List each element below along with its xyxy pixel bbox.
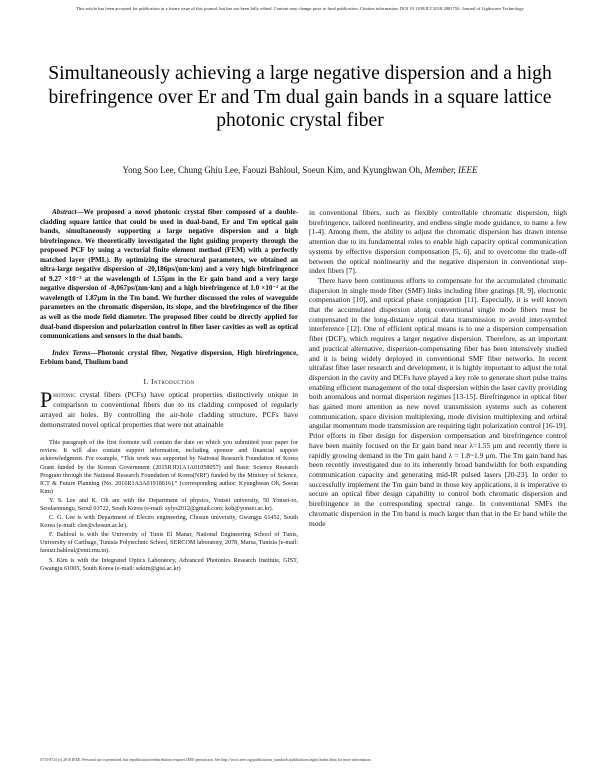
body-paragraph: in conventional fibers, such as flexibly controllable chromatic dispersion, high birefringence, tailored nonlinearity, and endless single mode guidance, to name a few [1-4]. Among them, the ability to adjust the chromatic dispersion has drawn intense attention due to its fundamental roles to enable high capacity optical communication systems by effective dispersion compensation [5, 6], and to overcome the trade-off between the optical nonlinearity and the negative dispersion in conventional step-index fibers [7]. (309, 208, 567, 276)
drop-cap: P (40, 387, 53, 413)
abstract-label: Abstract (52, 208, 77, 216)
footnote: F. Bahloul is with the University of Tunis El Manar, National Engineering School of Tunis, University of Carthage, Tunisia Polytechnic School, SERCOM laboratory, 2078, Marsa, Tunisia (e-mail: faouzi.bahloul@enit.rnu.tn). (40, 532, 298, 555)
abstract (40, 208, 298, 342)
body-paragraph: There have been continuous efforts to compensate for the accumulated chromatic dispersion in single mode fiber (SMF) links including fiber gratings [8, 9], electronic compensation [10], and optical phase conjugation [11]. Especially, it is well known that the accumulated dispersion along conventional single mode fibers must be compensated in the long-distance optical data transmission to avoid inter-symbol interference [12]. One of efficient optical means is to use a dispersion compensation fiber (DCF), which requires a larger negative dispersion. Therefore, as an important and practical alternative, dispersion-compensating fiber has been intensively studied and it is being widely deployed in conventional SMF fiber networks. In recent ultrafast fiber laser research and development, it is highly important to adjust the total dispersion in the cavity and DCFs have played a key role to generate short pulse trains enabling efficient management of the total dispersion within the laser cavity providing both anomalous and normal dispersion regimes [13-15]. Birefringence in optical fiber has gained more attention as new novel transmission systems such as coherent communication, space division multiplexing, mode division multiplexing and orbital angular momentum mode transmission are requiring tight polarization control [16-19]. Prior efforts in fiber design for dispersion compensation and birefringence control have been mainly focused on the Er gain band near λ=1.55 μm and recently there is rapidly growing demand in the Tm gain band λ = 1.8~1.9 μm. The Tm gain band has been recently investigated due to its inherently broad bandwidth for both expanding communication capacity and generating mid-IR pulsed lasers [20-23]. In order to successfully implement the Tm gain band in those key applications, it is imperative to secure an optical fiber design capability to control both chromatic dispersion and birefringence in the corresponding spectral range. In conventional SMFs the chromatic dispersion in the Tm band is much larger than that in the Er band while the mode (309, 275, 567, 528)
index-terms-text: —Photonic crystal fiber, Negative dispersion, High birefringence, Erbium band, Thulium band (40, 348, 299, 367)
index-terms-label: Index Terms (52, 348, 91, 357)
footnote: S. Kim is with the Integrated Optics Laboratory, Advanced Photonics Research Institute, GIST, Gwangju 61005, South Korea (e-mail: sekim@gist.ac.kr) (40, 557, 298, 572)
section-heading-introduction: I. Introduction (143, 376, 195, 386)
left-column (40, 208, 298, 574)
author-membership: Member, IEEE (424, 165, 478, 175)
introduction-paragraph (40, 387, 298, 429)
paper-title: Simultaneously achieving a large negative dispersion and a high birefringence over Er and Tm dual gain bands in a square lattice photonic crystal fiber (48, 63, 552, 131)
intro-text: crystal fibers (PCFs) have optical properties distinctively unique in comparison to conventional fibers due to its cladding composed of regularly arrayed air holes. By controlling the air-hole cladding structure, PCFs have demonstrated novel optical properties that were not attainable (40, 390, 298, 429)
footnote: Y. S. Lee and K. Oh are with the Department of physics, Yonsei university, 50 Yonsei-ro, Seodaemungu, Seoul 03722, South Korea (e-mail: sylys2012@gmail.com; koh@yonsei.ac.kr). (40, 497, 298, 513)
abstract-text: —We proposed a novel photonic crystal fiber composed of a double-cladding square lattice that could be used in dual-band, Er and Tm optical gain bands, simultaneously supporting a large negative dispersion and a high birefringence. We theoretically investigated the light guiding property through the proposed PCF by using a vectorial finite element method (FEM) with a perfectly matched layer (PML). By optimizing the structural parameters, we obtained an ultra-large negative dispersion of -20,186ps/(nm·km) and a very high birefringence of 9.27 ×10⁻³ at the wavelength of 1.55μm in the Er gain band and a very large negative dispersion of -8,067ps/(nm·km) and a high birefringence of 1.0 ×10⁻² at the wavelength of 1.87μm in the Tm band. We further discussed the roles of waveguide parameters on the chromatic dispersion, its slope, and the birefringence of the fiber as well as the mode field diameter. The proposed fiber could be directly applied for dual-band dispersion and polarization control in fiber laser cavities as well as optical communications and sensors in the dual bands. (40, 208, 298, 341)
footnote: This paragraph of the first footnote will contain the date on which you submitted your paper for review. It will also contain support information, including sponsor and financial support acknowledgment. For example, “This work was supported by National Research Foundation of Korea Grant funded by the Korean Government (2015R1D1A1A01058057) and Basic Science Research Program through the National Research Foundation of Korea(NRF) funded by the Ministry of Science, ICT & Future Planning (No. 2016R1A3A01918616).” (corresponding author: Kyunghwan Oh, Soeun Kim) (40, 440, 298, 495)
footnotes (40, 439, 298, 573)
copyright-footer: 0733-8724 (c) 2018 IEEE. Personal use is permitted, but republication/redistribution requires IEEE permission. See http://www.ieee.org/publications_standards/publications/rights/index.html for more information. (40, 758, 372, 762)
index-terms (40, 349, 298, 368)
author-names: Yong Soo Lee, Chung Ghiu Lee, Faouzi Bahloul, Soeun Kim, and Kyunghwan Oh, (122, 165, 423, 175)
author-line (40, 164, 560, 176)
accepted-notice: This article has been accepted for publication in a future issue of this journal, but has not been fully edited. Content may change prior to final publication. Citation information: DOI 10.1109/JLT.2018.2881756, Journal of Lightwave Technology (76, 6, 524, 11)
right-column (309, 208, 567, 528)
footnote: C. G. Lee is with Department of Electro engineering, Chosun university, Gwangju 61452, South Korea (e-mail: clee@chosun.ac.kr). (40, 515, 298, 530)
intro-lead-word: hotonic (53, 390, 76, 400)
